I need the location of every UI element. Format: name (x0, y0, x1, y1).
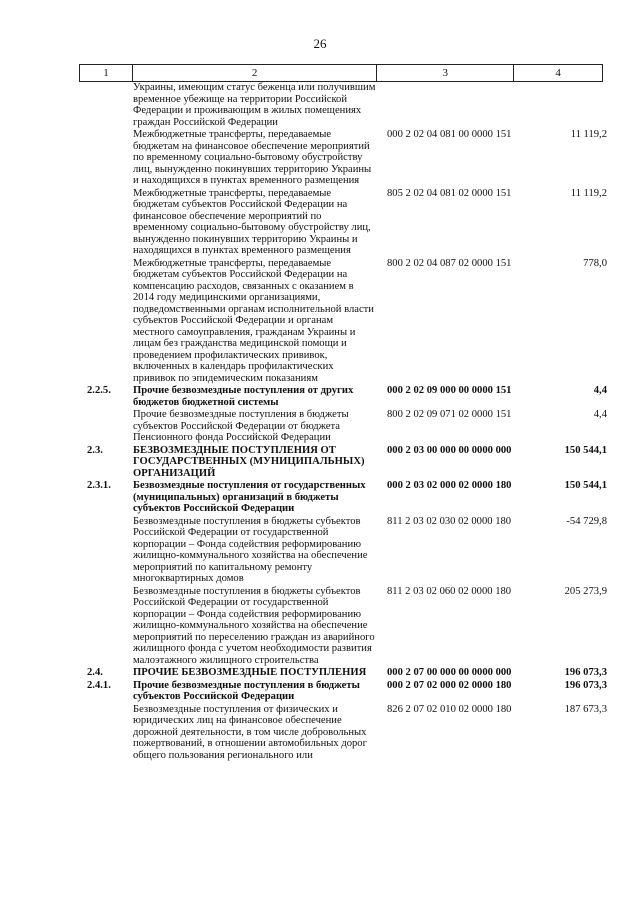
table-row (0, 445, 640, 480)
row-name: Безвозмездные поступления от физических и юридических лиц на финансовое обеспечение дорожной деятельности, в том числе добровольных пожертвований, в отношении автомобильных дорог общего пользования регионального или (133, 703, 367, 761)
row-code: 800 2 02 09 071 02 0000 151 (387, 409, 512, 420)
row-amount: 150 544,1 (564, 480, 607, 491)
table-row (0, 704, 640, 762)
table-row (0, 258, 640, 385)
row-name: Прочие безвозмездные поступления в бюджеты субъектов Российской Федерации от бюджета Пенсионного фонда Российской Федерации (133, 409, 349, 443)
row-num: 2.4.1. (87, 679, 111, 691)
row-code: 800 2 02 04 087 02 0000 151 (387, 257, 512, 269)
row-amount: 205 273,9 (564, 585, 607, 597)
row-num: 2.4. (87, 667, 103, 678)
table-row (0, 667, 640, 679)
row-code: 000 2 03 02 000 02 0000 180 (387, 480, 512, 491)
row-code: 811 2 03 02 060 02 0000 180 (387, 585, 512, 597)
row-num: 2.3. (87, 444, 103, 456)
row-code: 000 2 02 04 081 00 0000 151 (387, 129, 512, 140)
row-amount: -54 729,8 (566, 515, 607, 527)
row-name: ПРОЧИЕ БЕЗВОЗМЕЗДНЫЕ ПОСТУПЛЕНИЯ (133, 667, 367, 678)
table-row (0, 82, 640, 128)
row-name: Межбюджетные трансферты, передаваемые бюджетам субъектов Российской Федерации на компенсацию расходов, связанных с оказанием в 2014 году медицинскими организациями, подведомственными органам исполнительной власти субъектов Российской Федерации и органам местного самоуправления, гражданам Украины и лицам без гражданства медицинской помощи и проведением профилактических прививок, включенных в календарь профилактических прививок по эпидемическим показаниям (133, 257, 374, 384)
row-name: Безвозмездные поступления в бюджеты субъектов Российской Федерации от государственной корпорации – Фонда содействия реформированию жилищно-коммунального хозяйства на обеспечение мероприятий по капитальному ремонту многоквартирных домов (133, 515, 368, 584)
row-code: 000 2 07 02 000 02 0000 180 (387, 679, 512, 691)
row-name: Безвозмездные поступления в бюджеты субъектов Российской Федерации от государственной корпорации – Фонда содействия реформированию жилищно-коммунального хозяйства на обеспечение мероприятий по переселению граждан из аварийного жилищного фонда с учетом необходимости развития малоэтажного жилищного строительства (133, 585, 375, 666)
row-code: 826 2 07 02 010 02 0000 180 (387, 703, 512, 715)
row-code: 000 2 02 09 000 00 0000 151 (387, 385, 512, 396)
table-row (0, 516, 640, 585)
row-amount: 11 119,2 (570, 187, 607, 199)
table-header (79, 64, 603, 82)
row-amount: 11 119,2 (570, 129, 607, 140)
table-row (0, 409, 640, 444)
table-row (0, 129, 640, 187)
row-name: Прочие безвозмездные поступления от других бюджетов бюджетной системы (133, 385, 354, 408)
table-row (0, 480, 640, 515)
header-col-4: 4 (555, 67, 561, 79)
row-code: 000 2 03 00 000 00 0000 000 (387, 444, 512, 456)
row-amount: 187 673,3 (564, 703, 607, 715)
row-name: Украины, имеющим статус беженца или получившим временное убежище на территории Российской Федерации и проживающим в жилых помещениях граждан Российской Федерации (133, 82, 376, 128)
row-name: Прочие безвозмездные поступления в бюджеты субъектов Российской Федерации (133, 679, 360, 702)
header-col-2: 2 (133, 65, 378, 81)
table-body (0, 82, 640, 762)
row-code: 811 2 03 02 030 02 0000 180 (387, 515, 512, 527)
row-code: 805 2 02 04 081 02 0000 151 (387, 187, 512, 199)
row-amount: 196 073,3 (564, 667, 607, 678)
row-num: 2.2.5. (87, 385, 111, 396)
row-amount: 196 073,3 (564, 679, 607, 691)
row-name: Безвозмездные поступления от государственных (муниципальных) организаций в бюджеты субъектов Российской Федерации (133, 480, 366, 514)
table-row (0, 586, 640, 667)
row-amount: 4,4 (593, 385, 607, 396)
row-name: Межбюджетные трансферты, передаваемые бюджетам субъектов Российской Федерации на финансовое обеспечение мероприятий по временному социально-бытовому обустройству лиц, вынужденно покинувших территорию Украины и находящихся в пунктах временного размещения (133, 187, 371, 256)
row-amount: 150 544,1 (564, 444, 607, 456)
table-row (0, 188, 640, 257)
table-row (0, 385, 640, 408)
row-code: 000 2 07 00 000 00 0000 000 (387, 667, 512, 678)
page-number: 26 (313, 36, 327, 51)
row-name: Межбюджетные трансферты, передаваемые бюджетам на финансовое обеспечение мероприятий по временному социально-бытовому обустройству лиц, вынужденно покинувших территорию Украины и находящихся в пунктах временного размещения (133, 129, 372, 186)
row-amount: 778,0 (583, 257, 607, 269)
row-amount: 4,4 (593, 409, 607, 420)
header-col-3: 3 (377, 65, 514, 81)
table-row (0, 680, 640, 703)
row-name: БЕЗВОЗМЕЗДНЫЕ ПОСТУПЛЕНИЯ ОТ ГОСУДАРСТВЕННЫХ (МУНИЦИПАЛЬНЫХ) ОРГАНИЗАЦИЙ (133, 444, 365, 479)
row-num: 2.3.1. (87, 480, 111, 491)
header-col-1: 1 (80, 65, 133, 81)
